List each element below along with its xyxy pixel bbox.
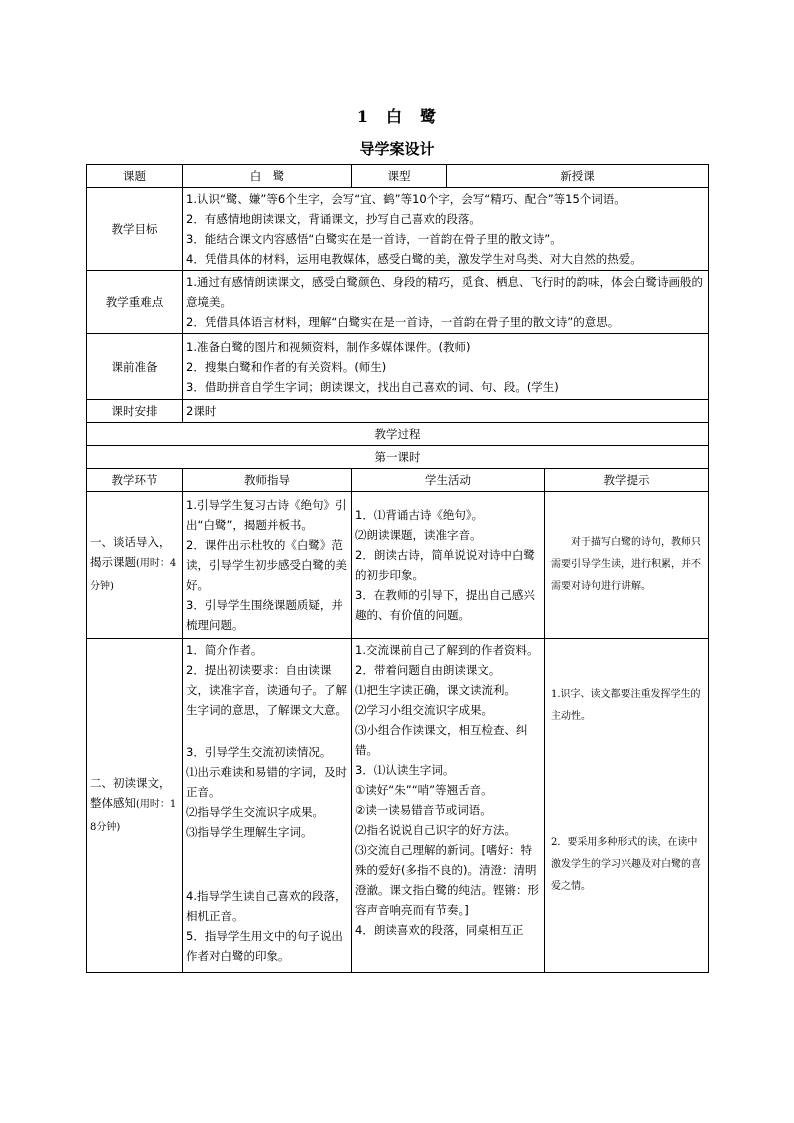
header-step: 教学环节 [87, 469, 183, 492]
goal-item: 2．有感情地朗读课文，背诵课文，抄写自己喜欢的段落。 [186, 212, 481, 226]
step2-student-item: ②读一读易错音节或词语。 [355, 803, 492, 817]
hours-label: 课时安排 [87, 400, 183, 423]
spacer [551, 728, 705, 832]
header-student: 学生活动 [352, 469, 545, 492]
step2-student-item: 2．带着问题自由朗读课文。 [355, 663, 501, 677]
step2-time: (用时：18分钟) [90, 798, 177, 833]
step1-teacher-item: 3．引导学生围绕课题质疑，并梳理问题。 [186, 598, 343, 632]
step2-name: 二、初读课文，整体感知 [90, 775, 171, 810]
key-item: 2．凭借具体语言材料，理解“白鹭实在是一首诗，一首韵在骨子里的散文诗”的意思。 [186, 315, 620, 329]
topic-value: 白 鹭 [183, 165, 352, 188]
spacer [186, 720, 348, 742]
document-title: 导学案设计 [359, 140, 435, 158]
prep-item: 3．借助拼音自学生字词；朗读课文，找出自己喜欢的词、句、段。(学生) [186, 379, 559, 394]
spacer [186, 842, 348, 886]
step2-teacher-item: 1．简介作者。 [186, 643, 263, 657]
key-cell [183, 271, 709, 334]
step2-tips-cell [545, 639, 709, 973]
step1-student-item: 1．⑴背诵古诗《绝句》。 [355, 508, 484, 522]
key-label: 教学重难点 [87, 271, 183, 334]
process-title-row [87, 423, 709, 446]
step2-tip-item: 1.识字、读文都要注重发挥学生的主动性。 [551, 689, 701, 722]
type-label: 课型 [352, 165, 447, 188]
step2-student-item: ⑵指名说说自己识字的好方法。 [355, 823, 516, 837]
type-value: 新授课 [447, 165, 709, 188]
header-tip: 教学提示 [545, 469, 709, 492]
step1-tip: 对于描写白鹭的诗句，教师只需要引导学生读，进行积累，并不需要对诗句进行讲解。 [545, 492, 709, 639]
topic-label: 课题 [87, 165, 183, 188]
prep-item: 1.准备白鹭的图片和视频资料，制作多媒体课件。(教师) [186, 339, 471, 354]
step2-student-item: ⑶小组合作读课文，相互检查、纠错。 [355, 723, 528, 757]
step1-teacher-item: 1.引导学生复习古诗《绝句》引出“白鹭”，揭题并板书。 [186, 498, 347, 532]
goal-item: 4．凭借具体的材料，运用电教媒体，感受白鹭的美，激发学生对鸟类、对大自然的热爱。 [186, 252, 642, 266]
step2-name-cell [87, 639, 183, 973]
goal-item: 3．能结合课文内容感悟“白鹭实在是一首诗，一首韵在骨子里的散文诗”。 [186, 232, 562, 246]
process-header-row [87, 469, 709, 492]
step2-teacher-item: 2．提出初读要求：自由读课文，读准字音，读通句子。了解生字词的意思，了解课文大意。 [186, 663, 347, 717]
step2-student-item: ⑵学习小组交流识字成果。 [355, 703, 493, 717]
step1-student-item: 3．在教师的引导下，提出自己感兴趣的、有价值的问题。 [355, 588, 535, 622]
key-row [87, 271, 709, 334]
topic-row [87, 165, 709, 188]
step1-teacher-item: 2．课件出示杜牧的《白鹭》范读，引导学生初步感受白鹭的美好。 [186, 538, 347, 592]
prep-label: 课前准备 [87, 334, 183, 400]
step1-student-item: ⑵朗读课题，读准字音。 [355, 528, 482, 542]
first-lesson-row [87, 446, 709, 469]
first-lesson-title: 第一课时 [87, 446, 709, 469]
goal-item: 1.认识“鹭、嫌”等6个生字，会写“宜、鹤”等10个字，会写“精巧、配合”等15个词语。 [186, 192, 626, 206]
step2-student-item: ⑶交流自己理解的新词。[嗜好：特殊的爱好(多指不良的)。清澄：清明澄澈。课文指白鹭的纯洁。铿锵：形容声音响亮而有节奏。] [355, 843, 539, 917]
step2-teacher-item: ⑵指导学生交流识字成果。 [186, 805, 324, 819]
hours-value: 2课时 [183, 400, 709, 423]
step1-row [87, 492, 709, 639]
step2-student-item: 4．朗读喜欢的段落，同桌相互正 [355, 923, 524, 937]
step2-teacher-item: ⑶指导学生理解生字词。 [186, 825, 313, 839]
goals-label: 教学目标 [87, 188, 183, 271]
hours-row [87, 400, 709, 423]
prep-item: 2．搜集白鹭和作者的有关资料。(师生) [186, 359, 387, 374]
step2-teacher-item: 3．引导学生交流初读情况。 [186, 745, 332, 759]
step1-student-cell [352, 492, 545, 639]
process-title: 教学过程 [87, 423, 709, 446]
step2-student-item: ①读好“朱”“哨”等翘舌音。 [355, 783, 493, 797]
step1-student-item: 2．朗读古诗，简单说说对诗中白鹭的初步印象。 [355, 548, 535, 582]
step2-student-cell [352, 639, 545, 973]
step2-row [87, 639, 709, 973]
step2-student-item: 3．⑴认读生字词。 [355, 763, 455, 777]
step1-name: 一、谈话导入，揭示课题 [90, 535, 171, 569]
step2-student-item: ⑴把生字读正确，课文读流利。 [355, 683, 516, 697]
lesson-title: 1 白 鹭 [356, 107, 438, 126]
step1-teacher-cell [183, 492, 352, 639]
prep-cell [183, 334, 709, 400]
step1-name-cell [87, 492, 183, 639]
step2-student-item: 1.交流课前自己了解到的作者资料。 [355, 643, 539, 657]
lesson-plan-table [86, 164, 709, 973]
spacer [551, 640, 705, 684]
goals-cell [183, 188, 709, 271]
goals-row [87, 188, 709, 271]
step2-teacher-item: ⑴出示难读和易错的字词，及时正音。 [186, 765, 347, 799]
step2-teacher-item: 5．指导学生用文中的句子说出作者对白鹭的印象。 [186, 929, 343, 963]
step1-time: (用时：4分钟) [90, 558, 177, 592]
prep-row [87, 334, 709, 400]
step2-tip-item: 2．要采用多种形式的读，在读中激发学生的学习兴趣及对白鹭的喜爱之情。 [551, 837, 701, 892]
step2-teacher-item: 4.指导学生读自己喜欢的段落，相机正音。 [186, 889, 347, 923]
header-teacher: 教师指导 [183, 469, 352, 492]
step2-teacher-cell [183, 639, 352, 973]
key-item: 1.通过有感情朗读课文，感受白鹭颜色、身段的精巧，觅食、栖息、飞行时的韵味，体会白鹭诗画般的意境美。 [186, 275, 703, 309]
